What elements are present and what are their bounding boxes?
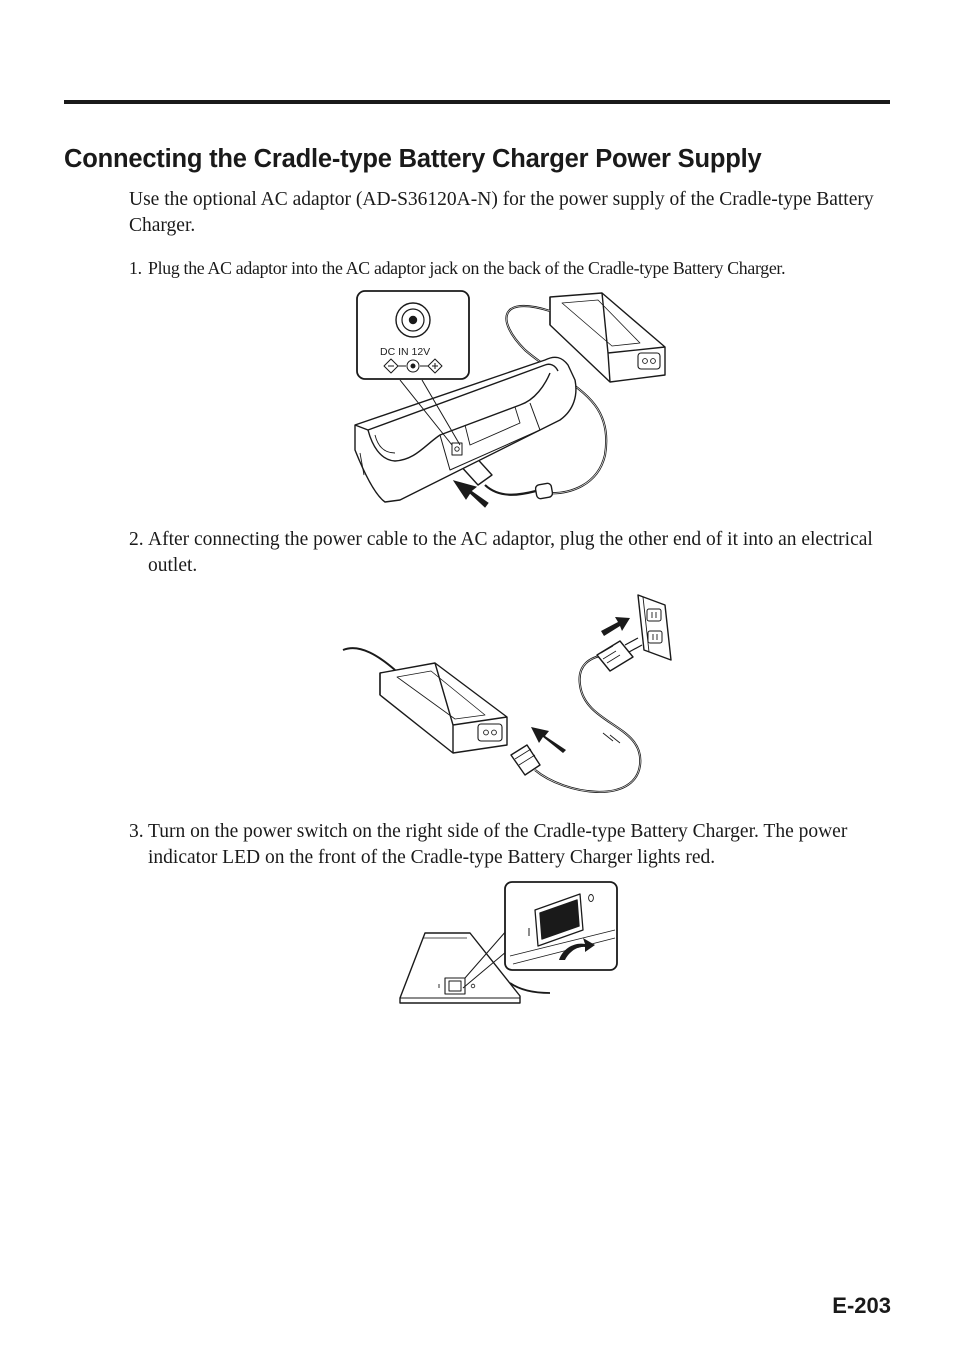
step-1 xyxy=(129,255,899,281)
step-2 xyxy=(129,527,899,579)
step-2-text: After connecting the power cable to the AC adaptor, plug the other end of it into an electrical outlet. xyxy=(148,529,873,576)
page-number: E-203 xyxy=(832,1293,891,1318)
step-1-text: Plug the AC adaptor into the AC adaptor jack on the back of the Cradle-type Battery Charger. xyxy=(148,258,786,278)
intro-paragraph: Use the optional AC adaptor (AD-S36120A-N) for the power supply of the Cradle-type Battery Charger. xyxy=(129,189,874,236)
header-rule xyxy=(64,100,890,104)
figure-cradle-adaptor xyxy=(340,285,680,515)
step-3 xyxy=(129,819,899,871)
figure-power-switch xyxy=(395,878,625,1013)
jack-label: DC IN 12V xyxy=(380,346,431,358)
step-2-number: 2. xyxy=(129,529,144,550)
step-1-number: 1. xyxy=(129,258,142,278)
page-title: Connecting the Cradle-type Battery Charger Power Supply xyxy=(64,145,762,173)
step-3-text: Turn on the power switch on the right side of the Cradle-type Battery Charger. The power indicator LED on the front of the Cradle-type Battery Charger lights red. xyxy=(148,821,848,868)
step-3-number: 3. xyxy=(129,821,144,842)
figure-adaptor-outlet xyxy=(335,585,680,805)
